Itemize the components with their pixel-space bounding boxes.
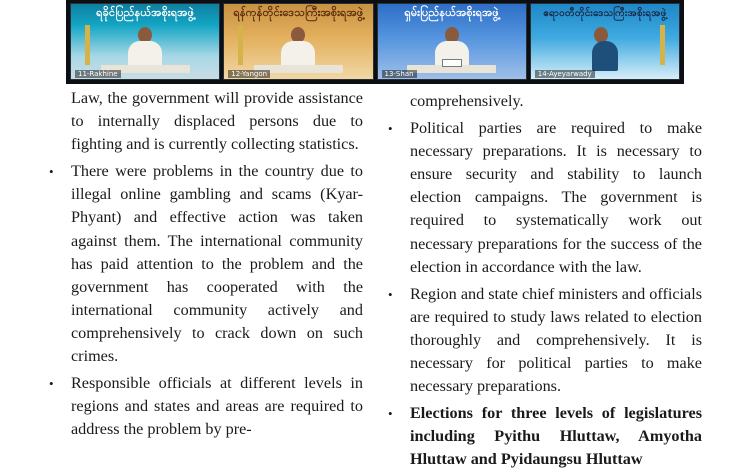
list-item xyxy=(49,160,363,368)
list-item-text: Political parties are required to make necessary preparations. It is necessary to ensure security and stability to launch election campaigns. The government is required to systematically work out necessary preparations for the success of the election in accordance with the law. xyxy=(410,119,702,276)
tile-caption: 12-Yangon xyxy=(228,70,270,78)
bullet-marker: • xyxy=(388,121,393,137)
list-item xyxy=(388,117,702,279)
right-text-column xyxy=(388,90,702,476)
flag-icon xyxy=(85,25,90,65)
bullet-marker: • xyxy=(388,406,393,422)
list-item-text: Region and state chief ministers and officials are required to study laws related to election thoroughly and comprehensively. It is necessary for political parties to make necessary preparations. xyxy=(410,284,702,396)
tile-title: ဧရာဝတီတိုင်းဒေသကြီးအစိုးရအဖွဲ့ xyxy=(543,8,667,19)
bullet-list xyxy=(49,160,363,441)
bullet-marker: • xyxy=(388,286,393,302)
bullet-list xyxy=(388,117,702,471)
tile-caption: 13-Shan xyxy=(382,70,417,78)
bullet-marker: • xyxy=(49,164,54,180)
photo-tile-rakhine xyxy=(70,3,220,80)
list-item-text: There were problems in the country due to illegal online gambling and scams (Kyar- Phyant) and effective action was taken against them. The international community has paid attention to the problem and the government has cooperated with the international community actively and comprehensively to crack down on such crimes. xyxy=(71,162,363,366)
list-item-text: Responsible officials at different levels in regions and states and areas are required to address the problem by pre- xyxy=(71,374,363,439)
tile-title: ရန်ကုန်တိုင်းဒေသကြီးအစိုးရအဖွဲ့ xyxy=(233,6,364,19)
photo-tile-yangon xyxy=(223,3,373,80)
tile-caption: 11-Rakhine xyxy=(75,70,121,78)
nameplate xyxy=(442,59,462,67)
video-conference-photo xyxy=(66,0,684,84)
tile-title: ရှမ်းပြည်နယ်အစိုးရအဖွဲ့ xyxy=(404,6,499,19)
person-figure xyxy=(588,27,622,71)
photo-tile-shan xyxy=(377,3,527,80)
list-item xyxy=(49,372,363,441)
left-text-column xyxy=(49,87,363,445)
flag-icon xyxy=(238,25,243,65)
list-item xyxy=(388,283,702,398)
flag-icon xyxy=(660,25,665,65)
photo-tile-ayeyarwady xyxy=(530,3,680,80)
bullet-marker: • xyxy=(49,376,54,392)
paragraph-continuation: comprehensively. xyxy=(410,92,524,110)
tile-caption: 14-Ayeyarwady xyxy=(535,70,595,78)
tile-title: ရခိုင်ပြည်နယ်အစိုးရအဖွဲ့ xyxy=(96,6,195,19)
list-item xyxy=(388,402,702,471)
paragraph-continuation: Law, the government will provide assistance to internally displaced persons due to fighting and is currently collecting statistics. xyxy=(71,89,363,154)
list-item-text-bold: Elections for three levels of legislatures including Pyithu Hluttaw, Amyotha Hluttaw and Pyidaungsu Hluttaw xyxy=(410,404,702,469)
